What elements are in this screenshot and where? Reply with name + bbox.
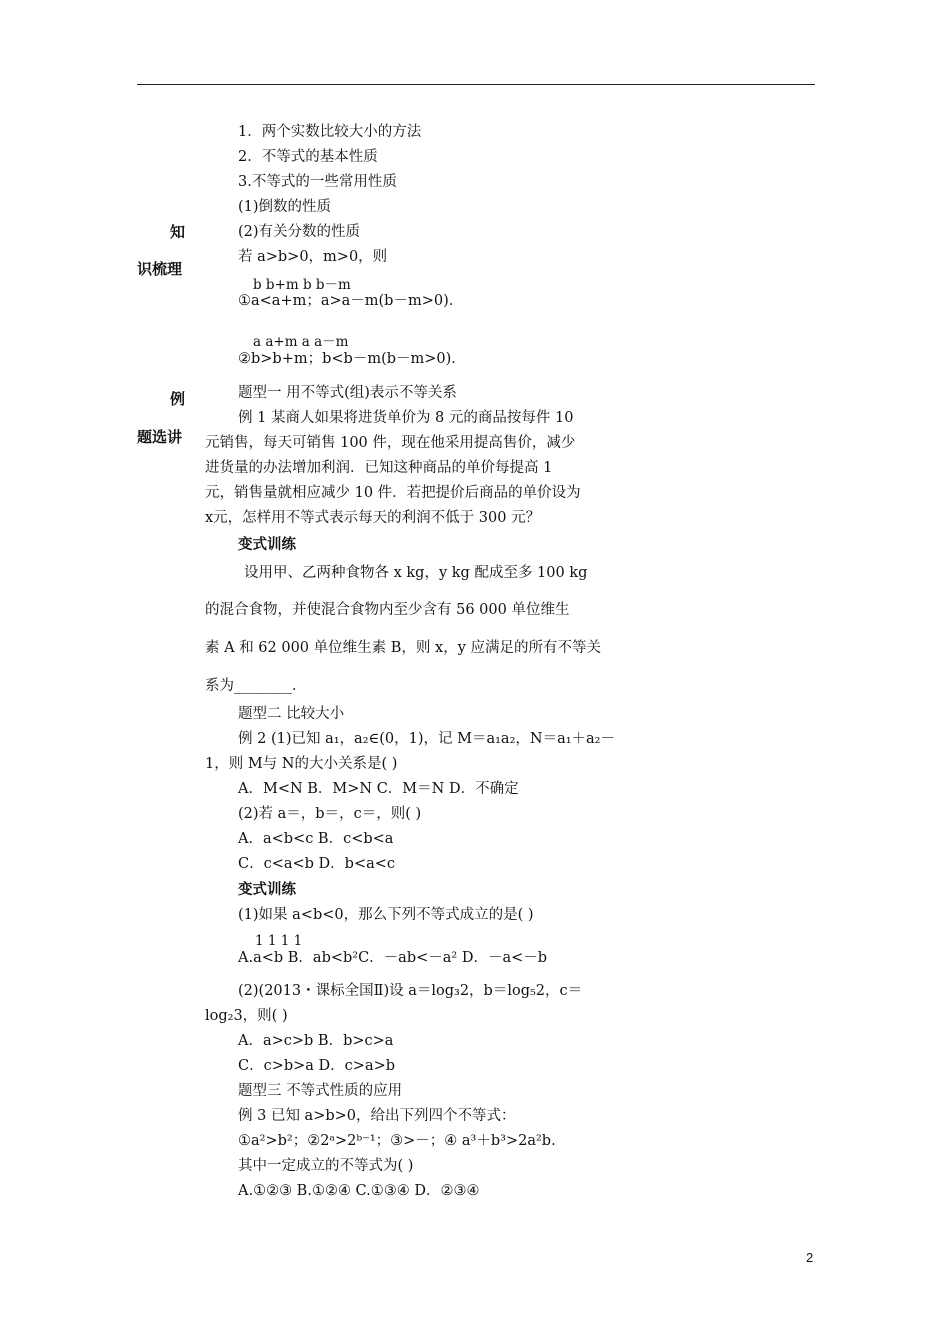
fraction-numerators: a a+m a a－m [253, 334, 349, 350]
text-line: (2)有关分数的性质 [238, 224, 361, 240]
side-label-examples-1: 例 [170, 390, 186, 408]
text-line: 例 1 某商人如果将进货单价为 8 元的商品按每件 10 [238, 410, 574, 426]
text-line: 1，则 M与 N的大小关系是( ) [205, 756, 398, 772]
side-label-examples-2: 题选讲 [137, 428, 183, 446]
text-line: 例 3 已知 a>b>0，给出下列四个不等式： [238, 1108, 516, 1124]
side-label-knowledge-1: 知 [170, 223, 186, 241]
variant-training-heading: 变式训练 [238, 537, 296, 553]
text-line: 元销售，每天可销售 100 件，现在他采用提高售价，减少 [205, 435, 576, 451]
text-line: (1)倒数的性质 [238, 199, 332, 215]
text-line: x元，怎样用不等式表示每天的利润不低于 300 元？ [205, 510, 541, 526]
side-label-knowledge-2: 识梳理 [137, 260, 183, 278]
section-heading: 题型一 用不等式(组)表示不等关系 [238, 385, 457, 401]
text-line: 1．两个实数比较大小的方法 [238, 124, 422, 140]
text-line: 2．不等式的基本性质 [238, 149, 378, 165]
text-line: 若 a>b>0，m>0，则 [238, 249, 388, 265]
text-line: 3.不等式的一些常用性质 [238, 174, 397, 190]
page-number: 2 [806, 1250, 814, 1265]
choice-line: A．a<b<c B．c<b<a [238, 831, 394, 847]
choice-line: A．M<N B．M>N C．M＝N D．不确定 [238, 781, 519, 797]
choice-line: C．c>b>a D．c>a>b [238, 1058, 396, 1074]
text-line: ②b>b+m；b<b－m(b－m>0)． [238, 351, 466, 367]
text-line: 其中一定成立的不等式为( ) [238, 1158, 414, 1174]
text-line: 系为________． [205, 678, 307, 694]
variant-training-heading: 变式训练 [238, 882, 296, 898]
header-rule [137, 84, 815, 85]
text-line: log₂3，则( ) [205, 1008, 288, 1024]
fraction-numerators: 1 1 1 1 [255, 933, 303, 949]
text-line: (2)(2013・课标全国Ⅱ)设 a＝log₃2，b＝log₅2，c＝ [238, 983, 583, 999]
text-line: (1)如果 a<b<0，那么下列不等式成立的是( ) [238, 907, 534, 923]
text-line: 设用甲、乙两种食物各 x kg，y kg 配成至多 100 kg [244, 565, 588, 581]
text-line: ①a²>b²；②2ᵃ>2ᵇ⁻¹；③>－；④ a³＋b³>2a²b. [238, 1133, 556, 1149]
section-heading: 题型三 不等式性质的应用 [238, 1083, 403, 1099]
text-line: ①a<a+m；a>a－m(b－m>0)． [238, 293, 464, 309]
text-line: (2)若 a＝，b＝，c＝，则( ) [238, 806, 422, 822]
fraction-numerators: b b+m b b－m [253, 277, 351, 293]
text-line: 的混合食物，并使混合食物内至少含有 56 000 单位维生 [205, 602, 570, 618]
choice-line: C．c<a<b D．b<a<c [238, 856, 396, 872]
choice-line: A.①②③ B.①②④ C.①③④ D．②③④ [238, 1183, 480, 1199]
text-line: 素 A 和 62 000 单位维生素 B，则 x，y 应满足的所有不等关 [205, 640, 601, 656]
text-line: 例 2 (1)已知 a₁，a₂∈(0，1)，记 M＝a₁a₂，N＝a₁＋a₂－ [238, 731, 615, 747]
text-line: 元，销售量就相应减少 10 件．若把提价后商品的单价设为 [205, 485, 581, 501]
section-heading: 题型二 比较大小 [238, 706, 345, 722]
choice-line: A.a<b B．ab<b²C．－ab<－a² D．－a<－b [238, 950, 548, 966]
text-line: 进货量的办法增加利润．已知这种商品的单价每提高 1 [205, 460, 553, 476]
choice-line: A．a>c>b B．b>c>a [238, 1033, 394, 1049]
